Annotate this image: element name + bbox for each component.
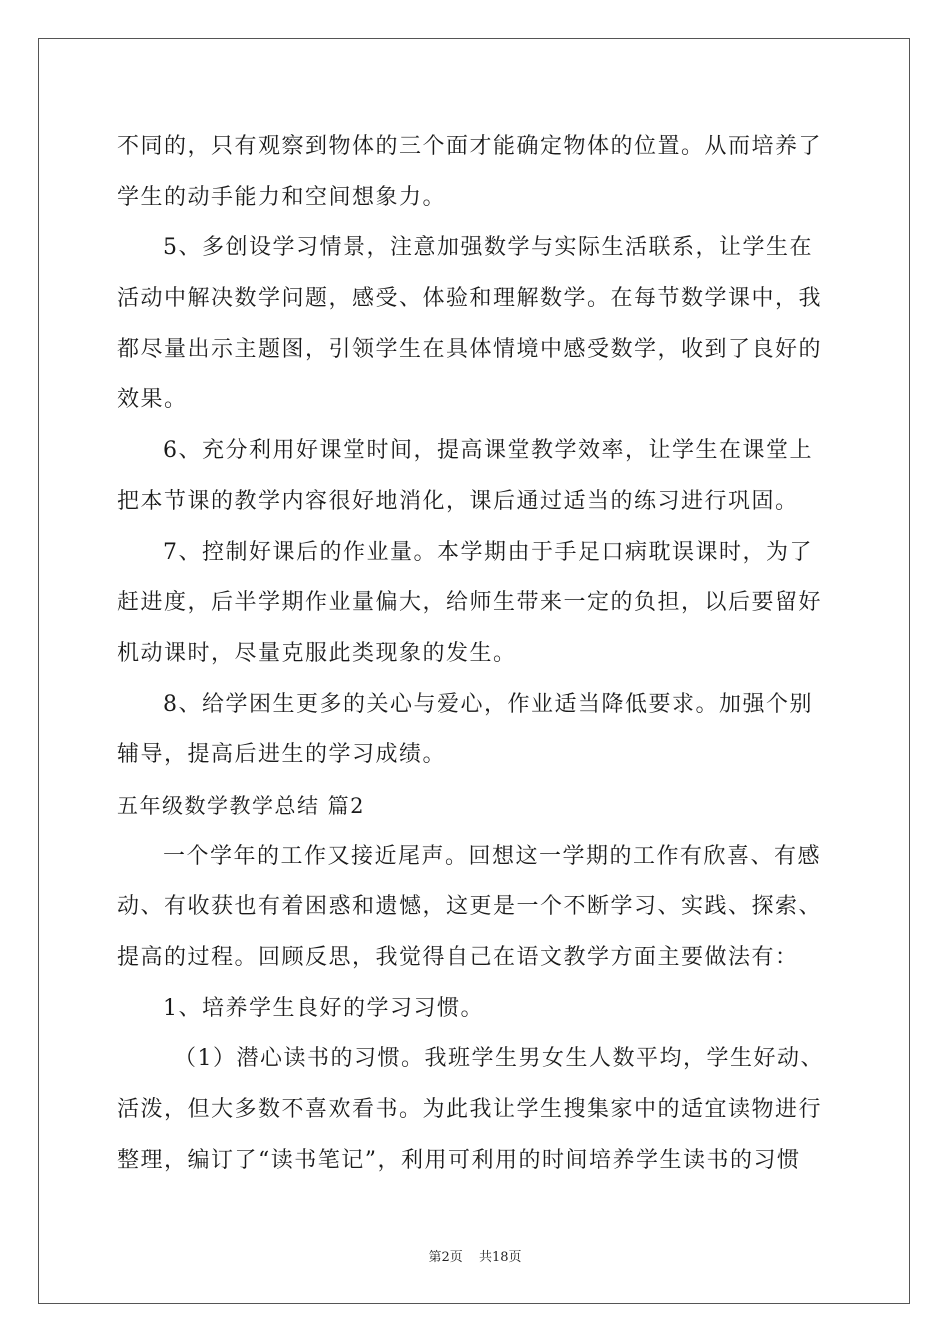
text-line: 5、多创设学习情景，注意加强数学与实际生活联系，让学生在 xyxy=(163,235,813,261)
text-line: 把本节课的教学内容很好地消化，课后通过适当的练习进行巩固。 xyxy=(117,488,799,514)
text-line: 活泼，但大多数不喜欢看书。为此我让学生搜集家中的适宜读物进行 xyxy=(117,1097,823,1123)
text-line: 都尽量出示主题图，引领学生在具体情境中感受数学，收到了良好的 xyxy=(117,336,823,362)
text-line: 辅导，提高后进生的学习成绩。 xyxy=(117,742,447,768)
text-line: 不同的，只有观察到物体的三个面才能确定物体的位置。从而培养了 xyxy=(117,134,823,159)
page-footer xyxy=(0,1246,950,1265)
text-line: 动、有收获也有着困惑和遗憾，这更是一个不断学习、实践、探索、 xyxy=(117,894,823,920)
section-heading: 五年级数学教学总结 篇2 xyxy=(117,793,366,818)
text-line: （1）潜心读书的习惯。我班学生男女生人数平均，学生好动、 xyxy=(174,1046,824,1072)
document-body xyxy=(117,125,837,1189)
page-number: 第2页 xyxy=(428,1250,463,1265)
text-line: 7、控制好课后的作业量。本学期由于手足口病耽误课时，为了 xyxy=(163,539,813,565)
text-line: 8、给学困生更多的关心与爱心，作业适当降低要求。加强个别 xyxy=(163,691,813,717)
text-line: 6、充分利用好课堂时间，提高课堂教学效率，让学生在课堂上 xyxy=(163,438,813,464)
text-line: 整理，编订了“读书笔记”，利用可利用的时间培养学生读书的习惯 xyxy=(117,1147,801,1173)
page-total: 共18页 xyxy=(478,1250,522,1265)
text-line: 1、培养学生良好的学习习惯。 xyxy=(163,995,484,1021)
text-line: 效果。 xyxy=(117,387,188,413)
text-line: 一个学年的工作又接近尾声。回想这一学期的工作有欣喜、有感 xyxy=(163,843,822,869)
text-line: 活动中解决数学问题，感受、体验和理解数学。在每节数学课中，我 xyxy=(117,286,823,312)
text-line: 机动课时，尽量克服此类现象的发生。 xyxy=(117,640,517,666)
text-line: 学生的动手能力和空间想象力。 xyxy=(117,184,447,210)
text-line: 提高的过程。回顾反思，我觉得自己在语文教学方面主要做法有： xyxy=(117,945,799,970)
text-line: 赶进度，后半学期作业量偏大，给师生带来一定的负担，以后要留好 xyxy=(117,590,823,616)
